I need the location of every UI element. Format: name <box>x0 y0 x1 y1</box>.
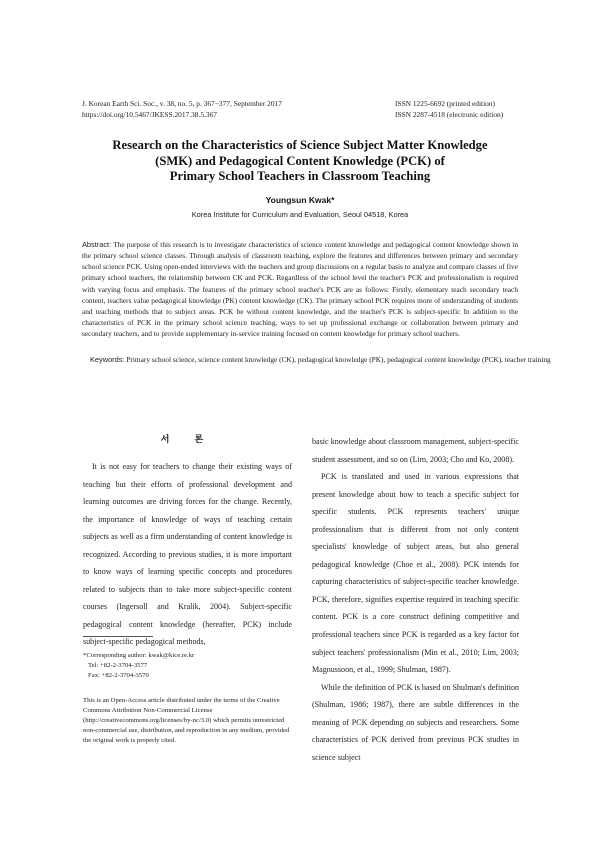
abstract <box>82 239 518 339</box>
paper-title <box>80 138 520 185</box>
issn-print: ISSN 1225-6692 (printed edition) <box>395 99 495 108</box>
body-paragraph: PCK is translated and used in various expressions that present knowledge about how to teach a specific subject for specific students. PCK represents teachers' unique professionalism that is different from not only content specialists' knowledge of subject areas, but also general pedagogical knowledge (Choe et al., 2008). PCK intends for capturing characteristics of subject-specific teacher knowledge. PCK, therefore, signifies expertise required in teaching specific content. PCK is a core construct defining competitive and professional teachers since PCK is regarded as a key factor for subject teachers' professionalism (Min et al., 2010; Lim, 2003; Magnussoon, et al., 1999; Shulman, 1987). <box>312 472 519 675</box>
journal-citation <box>82 99 282 120</box>
keywords <box>90 354 563 365</box>
footnote-divider <box>83 636 153 637</box>
body-paragraph: It is not easy for teachers to change their existing ways of teaching but their efforts of professional development and learning outcomes are driving forces for the change. Recently, the importance of knowledge of ways of teaching certain subjects as well as a firm understanding of content knowledge is recognized. According to previous studies, it is more important to know ways of learning specific concepts and procedures related to subjects than to take more subject-specific content courses (Ingersoll and Kralik, 2004). Subject-specific pedagogical content knowledge (hereafter, PCK) include subject-specific pedagogical methods, <box>83 462 292 647</box>
keywords-label: Keywords: <box>90 355 125 364</box>
keywords-text: Primary school science, science content knowledge (CK), pedagogical knowledge (PK), pedagogical content knowledge (PCK), teacher training <box>124 355 551 364</box>
author-affiliation: Korea Institute for Curriculum and Evaluation, Seoul 04518, Korea <box>191 210 409 219</box>
title-line: Research on the Characteristics of Science Subject Matter Knowledge <box>112 138 488 152</box>
issn-block <box>395 99 503 120</box>
footnote-tel: Tel: +82-2-3704-3577 <box>88 662 148 670</box>
abstract-label: Abstract: <box>82 240 112 249</box>
footnote-fax: Fax: +82-2-3704-3570 <box>88 672 149 680</box>
title-line: Primary School Teachers in Classroom Teaching <box>169 169 431 184</box>
footnote-email: *Corresponding author: kwak@kice.re.kr <box>83 652 195 659</box>
doi-line: https://doi.org/10.5467/JKESS.2017.38.5.367 <box>82 109 217 119</box>
right-column <box>312 433 519 766</box>
issn-electronic: ISSN 2287-4518 (electronic edition) <box>395 109 504 119</box>
left-column <box>83 458 292 651</box>
abstract-text: The purpose of this research is to investigate characteristics of science content knowledge and pedagogical content knowledge shown in the primary school science classes. Through analysis of classroom teaching, explore the features and differences between primary and secondary school science PCK. Using open-ended interviews with the teachers and group discussions on a regular basis to analyze and compare classes of five primary school teachers, the relationship between CK and PCK. Regardless of the school level the teacher's PCK and professionalism is required with varying focus and emphasis. The features of the primary school teacher's PCK are as follows: Firstly, elementary teach secondary teach content, teachers value pedagogical knowledge (PK) content knowledge (CK). The primary school PCK requires more of understanding of students and teaching methods that to subject areas. PCK be without content knowledge, and the teacher's PCK is subject-specific In addition to the characteristics of PCK in the primary school science teaching, ways to set up professional exchange or collaboration between primary and secondary teachers, and to provide supplementary in-service training focused on content knowledge for primary school teachers. <box>82 240 518 339</box>
citation-line: J. Korean Earth Sci. Soc., v. 38, no. 5, p. 367−377, September 2017 <box>82 99 282 108</box>
body-paragraph: basic knowledge about classroom management, subject-specific student assessment, and so on (Lim, 2003; Cho and Ko, 2008). <box>312 437 519 464</box>
author-name: Youngsun Kwak* <box>265 195 335 205</box>
section-heading: 서 론 <box>160 435 215 445</box>
license-notice: This is an Open-Access article distributed under the terms of the Creative Commons Attribution Non-Commercial License (http://creativecommons.org/licenses/by-nc/3.0) which permits unrestricted non-commercial use, distribution, and reproduction in any medium, provided the original work is properly cited. <box>83 697 290 745</box>
title-line: (SMK) and Pedagogical Content Knowledge (PCK) of <box>155 153 445 168</box>
body-paragraph: While the definition of PCK is based on Shulman's definition (Shulman, 1986; 1987), there are subtle differences in the meaning of PCK depending on subjects and researchers. Some characteristics of PCK derived from previous PCK studies in science subject <box>312 682 519 762</box>
corresponding-author-footnote <box>83 651 292 681</box>
